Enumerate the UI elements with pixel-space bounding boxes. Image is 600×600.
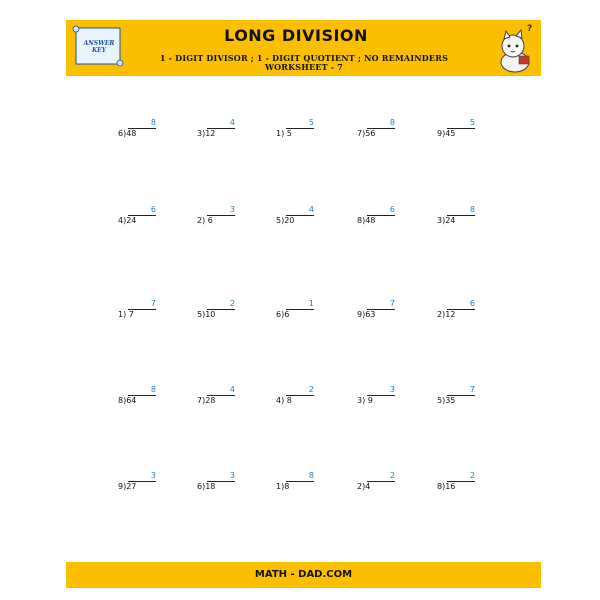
divisor-dividend: 5)10 (197, 310, 216, 319)
quotient-answer: 4 (229, 118, 235, 127)
quotient-answer: 1 (308, 299, 314, 308)
quotient-answer: 7 (150, 299, 156, 308)
divisor-dividend: 2) 6 (197, 216, 213, 225)
division-problem (357, 385, 397, 409)
divisor-dividend: 8)64 (118, 396, 137, 405)
divisor-dividend: 1)8 (276, 482, 290, 491)
divisor-dividend: 3) 9 (357, 396, 373, 405)
division-bar (286, 309, 314, 310)
division-problem (357, 205, 397, 229)
answer-key-line2: KEY (91, 47, 107, 54)
divisor-dividend: 6)6 (276, 310, 290, 319)
quotient-answer: 6 (150, 205, 156, 214)
quotient-answer: 7 (389, 299, 395, 308)
division-problem (357, 118, 397, 142)
division-problem (197, 205, 237, 229)
divisor-dividend: 5)20 (276, 216, 295, 225)
division-problem (276, 385, 316, 409)
division-problem (357, 299, 397, 323)
quotient-answer: 7 (469, 385, 475, 394)
divisor-dividend: 9)63 (357, 310, 376, 319)
divisor-dividend: 5)35 (437, 396, 456, 405)
quotient-answer: 2 (229, 299, 235, 308)
quotient-answer: 6 (469, 299, 475, 308)
divisor-dividend: 8)16 (437, 482, 456, 491)
quotient-answer: 8 (150, 385, 156, 394)
quotient-answer: 5 (308, 118, 314, 127)
quotient-answer: 8 (469, 205, 475, 214)
quotient-answer: 2 (308, 385, 314, 394)
divisor-dividend: 9)27 (118, 482, 137, 491)
division-problem (197, 385, 237, 409)
division-problem (197, 118, 237, 142)
division-problem (437, 205, 477, 229)
quotient-answer: 3 (229, 471, 235, 480)
divisor-dividend: 1) 7 (118, 310, 134, 319)
division-problem (437, 385, 477, 409)
division-problem (437, 118, 477, 142)
page-title: LONG DIVISION (224, 26, 368, 45)
division-problem (118, 118, 158, 142)
divisor-dividend: 3)24 (437, 216, 456, 225)
division-problem (276, 118, 316, 142)
quotient-answer: 3 (389, 385, 395, 394)
divisor-dividend: 9)45 (437, 129, 456, 138)
division-problem (118, 299, 158, 323)
divisor-dividend: 4)24 (118, 216, 137, 225)
quotient-answer: 6 (389, 205, 395, 214)
division-problem (118, 471, 158, 495)
division-problem (437, 471, 477, 495)
quotient-answer: 3 (150, 471, 156, 480)
footer-banner (66, 562, 541, 588)
division-bar (286, 481, 314, 482)
division-problem (197, 299, 237, 323)
division-problem (276, 205, 316, 229)
quotient-answer: 8 (308, 471, 314, 480)
divisor-dividend: 1) 5 (276, 129, 292, 138)
divisor-dividend: 2)12 (437, 310, 456, 319)
divisor-dividend: 4) 8 (276, 396, 292, 405)
division-problem (276, 471, 316, 495)
svg-text:?: ? (527, 24, 533, 34)
quotient-answer: 8 (150, 118, 156, 127)
divisor-dividend: 2)4 (357, 482, 371, 491)
division-problem (118, 385, 158, 409)
divisor-dividend: 6)48 (118, 129, 137, 138)
quotient-answer: 3 (229, 205, 235, 214)
division-bar (367, 481, 395, 482)
quotient-answer: 5 (469, 118, 475, 127)
division-problem (437, 299, 477, 323)
quotient-answer: 4 (229, 385, 235, 394)
quotient-answer: 8 (389, 118, 395, 127)
divisor-dividend: 6)18 (197, 482, 216, 491)
division-problem (118, 205, 158, 229)
answer-key-line1: ANSWER (83, 40, 115, 47)
quotient-answer: 4 (308, 205, 314, 214)
division-problem (357, 471, 397, 495)
worksheet-label: WORKSHEET - 7 (264, 62, 344, 72)
page-subtitle: 1 - DIGIT DIVISOR ; 1 - DIGIT QUOTIENT ; NO REMAINDERS (159, 53, 449, 63)
divisor-dividend: 7)28 (197, 396, 216, 405)
footer-site-name: MATH - DAD.COM (254, 569, 353, 580)
quotient-answer: 2 (389, 471, 395, 480)
quotient-answer: 2 (469, 471, 475, 480)
divisor-dividend: 8)48 (357, 216, 376, 225)
division-problem (276, 299, 316, 323)
division-problem (197, 471, 237, 495)
divisor-dividend: 3)12 (197, 129, 216, 138)
divisor-dividend: 7)56 (357, 129, 376, 138)
